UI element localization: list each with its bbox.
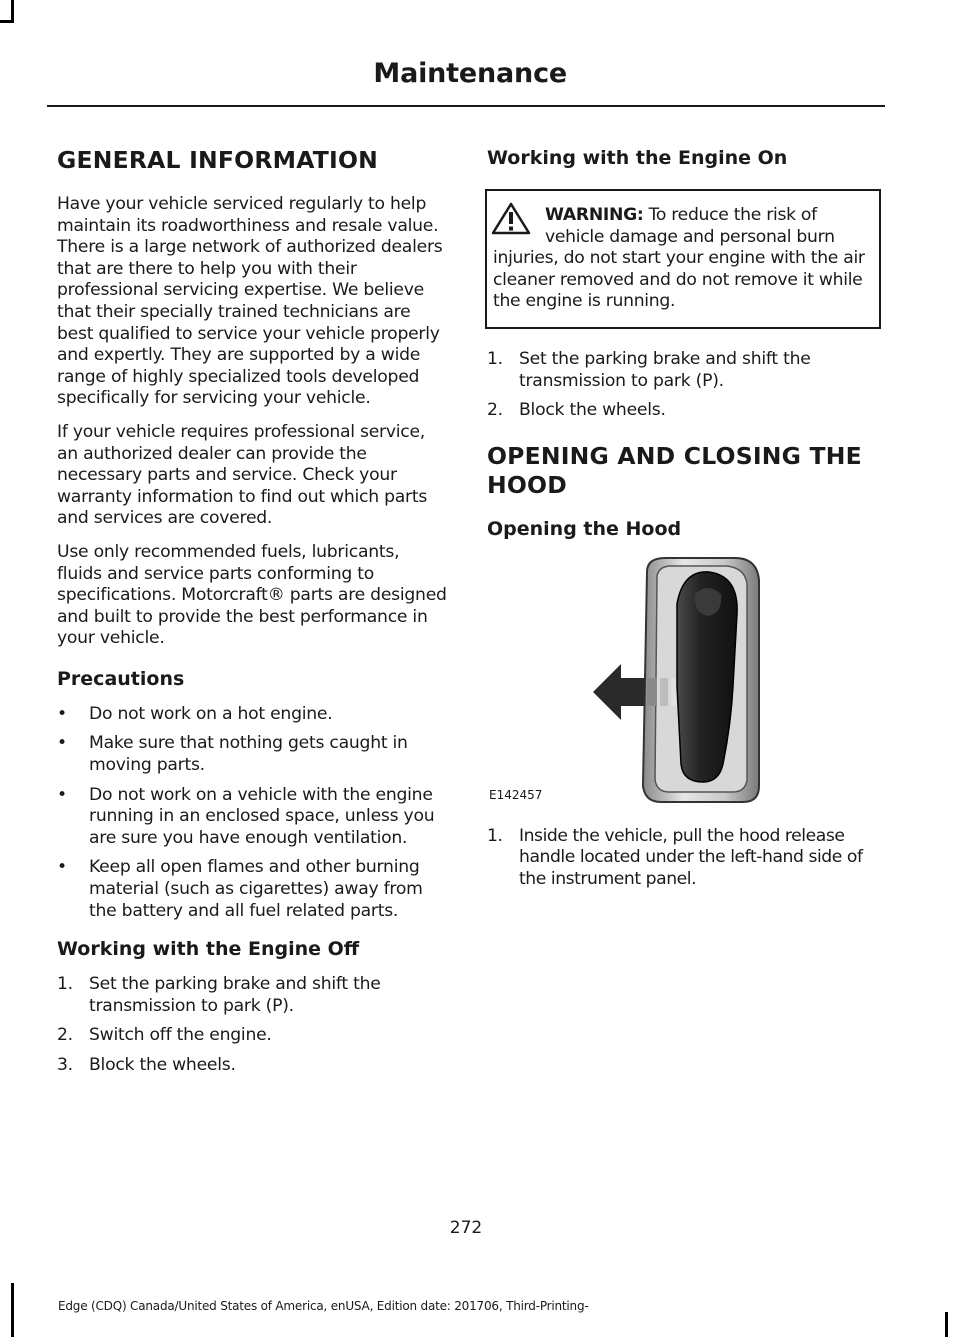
engine-on-steps bbox=[487, 349, 887, 422]
list-item: 3. Block the wheels. bbox=[57, 1055, 236, 1075]
paragraph: If your vehicle requires professional service, an authorized dealer can provide the necessary parts and service. Check your warranty information to find out which parts and services are covered. bbox=[57, 421, 428, 529]
general-information-heading: GENERAL INFORMATION bbox=[57, 146, 379, 174]
step-number: 2. bbox=[57, 1025, 73, 1046]
list-item: • Make sure that nothing gets caught in moving parts. bbox=[57, 733, 408, 776]
paragraph: Use only recommended fuels, lubricants, fluids and service parts conforming to specifications. Motorcraft® parts are designed and built to provide the best performance in your vehicle. bbox=[57, 541, 447, 649]
right-column bbox=[487, 145, 887, 903]
list-item: 2. Block the wheels. bbox=[487, 400, 666, 421]
step-number: 1. bbox=[487, 825, 503, 846]
precautions-heading: Precautions bbox=[57, 667, 185, 690]
figure-code: E142457 bbox=[489, 787, 543, 802]
opening-hood-heading: Opening the Hood bbox=[487, 517, 682, 540]
list-item: • Do not work on a vehicle with the engine running in an enclosed space, unless you are sure you have enough ventilation. bbox=[57, 784, 435, 848]
hood-heading: OPENING AND CLOSING THE HOOD bbox=[487, 441, 862, 499]
header-rule bbox=[47, 105, 885, 107]
list-item: 2. Switch off the engine. bbox=[57, 1025, 272, 1046]
list-item: • Keep all open flames and other burning material (such as cigarettes) away from the battery and all fuel related parts. bbox=[57, 857, 423, 921]
hood-release-figure bbox=[487, 554, 867, 812]
warning-text: To reduce the risk of vehicle damage and personal burn injuries, do not start your engine with the air cleaner removed and do not remove it while the engine is running. bbox=[493, 205, 865, 312]
bullet: • bbox=[57, 733, 67, 754]
footer-text: Edge (CDQ) Canada/United States of America, enUSA, Edition date: 201706, Third-Printing- bbox=[58, 1299, 589, 1313]
opening-hood-steps bbox=[487, 826, 887, 891]
crop-mark bbox=[0, 20, 14, 23]
step-number: 1. bbox=[487, 348, 503, 369]
warning-label: WARNING: bbox=[545, 205, 644, 225]
paragraph: Have your vehicle serviced regularly to help maintain its roadworthiness and resale value. There is a large network of authorized dealers that are there to help you with their professional servicing expertise. We believe that their specially trained technicians are best qualified to service your vehicle properly and expertly. They are supported by a wide range of highly specialized tools developed specifically for servicing your vehicle. bbox=[57, 194, 443, 409]
engine-off-steps bbox=[57, 974, 449, 1076]
engine-on-heading: Working with the Engine On bbox=[487, 147, 788, 169]
page-number: 272 bbox=[449, 1218, 483, 1238]
page-title: Maintenance bbox=[373, 58, 567, 89]
crop-mark bbox=[11, 1283, 14, 1337]
left-column bbox=[57, 145, 449, 1089]
warning-icon bbox=[491, 201, 539, 235]
list-item: • Do not work on a hot engine. bbox=[57, 703, 333, 724]
precautions-list bbox=[57, 704, 449, 922]
list-item: 1. Set the parking brake and shift the transmission to park (P). bbox=[487, 348, 811, 391]
step-number: 3. bbox=[57, 1055, 73, 1075]
crop-mark bbox=[11, 0, 14, 22]
bullet: • bbox=[57, 857, 67, 878]
hood-release-illustration bbox=[487, 554, 867, 812]
list-item: 1. Inside the vehicle, pull the hood release handle located under the left-hand side of the instrument panel. bbox=[487, 825, 863, 889]
engine-off-heading: Working with the Engine Off bbox=[57, 938, 360, 961]
crop-mark bbox=[945, 1312, 948, 1337]
step-number: 2. bbox=[487, 400, 503, 421]
bullet: • bbox=[57, 703, 67, 724]
bullet: • bbox=[57, 784, 67, 805]
step-number: 1. bbox=[57, 974, 73, 995]
list-item: 1. Set the parking brake and shift the transmission to park (P). bbox=[57, 974, 381, 1016]
warning-box bbox=[485, 189, 881, 329]
